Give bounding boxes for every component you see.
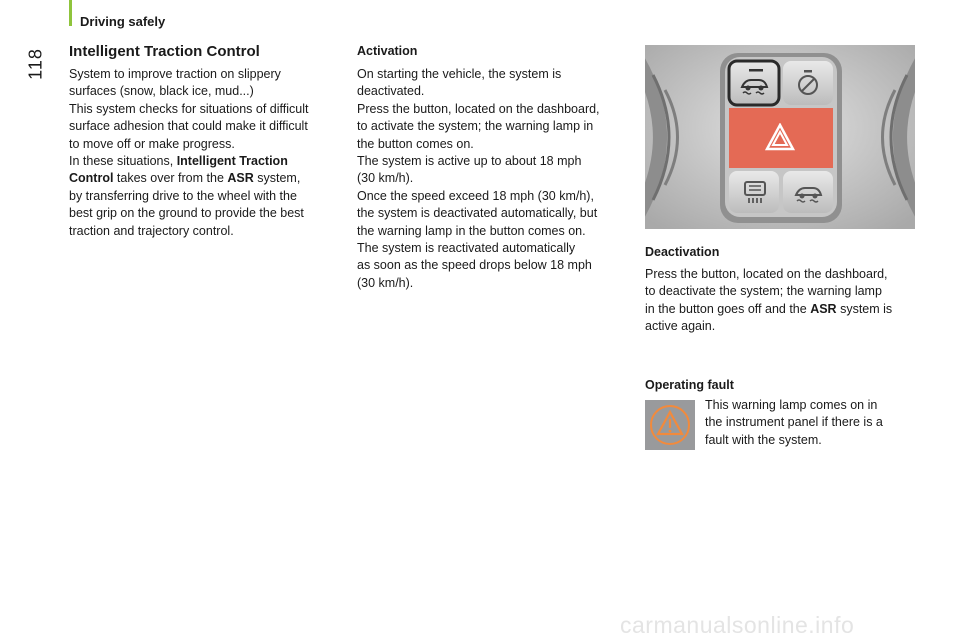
activation-text: On starting the vehicle, the system is deactivated. Press the button, located on the dashboard, to activate the system; the warning lamp in the button comes on. The system is active up to about 18 mph (30 km/h). Once the speed exceed 18 mph (30 km/h), the system is deactivated automatically, but the warning lamp in the button comes on. The system is reactivated automatically as soon as the speed drops below 18 mph (30 km/h).: [357, 67, 600, 290]
asr-term: ASR: [810, 301, 837, 316]
traction-control-icon: [739, 67, 771, 97]
section-title: Driving safely: [80, 14, 166, 29]
hazard-warning-icon: [765, 123, 795, 151]
dashboard-button-photo: [645, 45, 915, 229]
esp-off-icon: [795, 69, 821, 97]
deactivation-heading: Deactivation: [645, 245, 720, 259]
operating-fault-text: This warning lamp comes on in the instrument panel if there is a fault with the system.: [705, 398, 883, 447]
warning-triangle-icon: [645, 400, 695, 450]
itc-bold-term: Intelligent Traction Control: [69, 154, 288, 186]
rear-demist-icon: [741, 179, 769, 205]
deactivation-text: Press the button, located on the dashboard, to deactivate the system; the warning lamp in the button goes off and the ASR system is active again.: [645, 267, 893, 334]
itc-description: System to improve traction on slippery surfaces (snow, black ice, mud...) This system checks for situations of difficult surface adhesion that could make it difficult to move off or make progress. In these situations, Intelligent Traction Control takes over from the ASR system, by transferring drive to the wheel with the best grip on the ground to provide the best traction and trajectory control.: [69, 67, 309, 238]
section-accent-bar: [69, 0, 72, 26]
activation-heading: Activation: [357, 44, 418, 58]
traction-slip-icon: [793, 179, 823, 205]
warning-lamp-tile: [645, 400, 695, 450]
page-number: 118: [25, 48, 46, 80]
site-watermark: carmanualsonline.info: [620, 612, 855, 638]
asr-term: ASR: [227, 171, 254, 186]
itc-heading: Intelligent Traction Control: [69, 43, 260, 60]
operating-fault-heading: Operating fault: [645, 378, 734, 392]
